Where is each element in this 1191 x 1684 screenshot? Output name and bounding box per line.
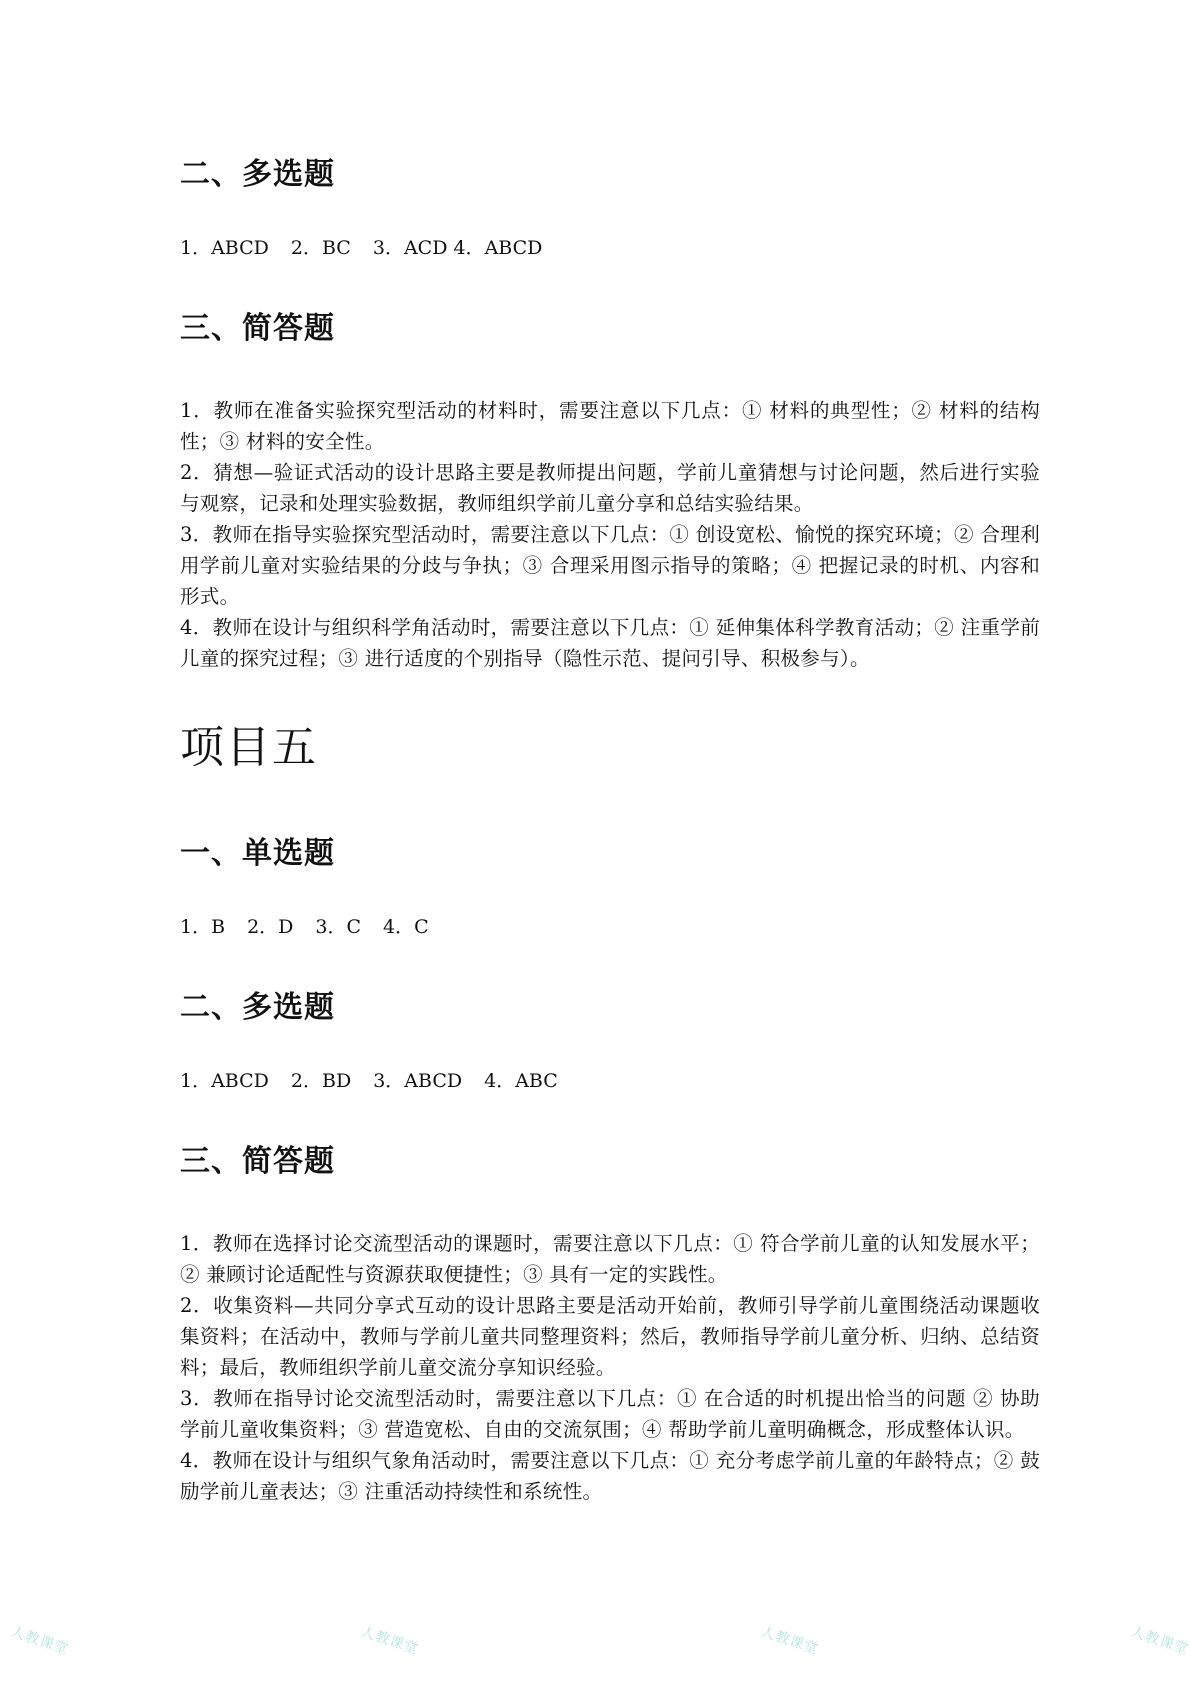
answer-item: 2．D <box>247 916 294 938</box>
short-answer-item: 1．教师在准备实验探究型活动的材料时，需要注意以下几点：① 材料的典型性；② 材料的结构性；③ 材料的安全性。 <box>180 399 1040 453</box>
answer-item: 2．BD <box>290 1070 352 1092</box>
multi-choice-answers <box>180 235 1040 261</box>
answer-item: 3．C <box>315 916 362 938</box>
answer-item: 3．ACD 4．ABCD <box>372 237 543 259</box>
short-answer-item: 1．教师在选择讨论交流型活动的课题时，需要注意以下几点：① 符合学前儿童的认知发展水平；② 兼顾讨论适配性与资源获取便捷性；③ 具有一定的实践性。 <box>180 1232 1040 1286</box>
short-answer-item: 2．猜想—验证式活动的设计思路主要是教师提出问题，学前儿童猜想与讨论问题，然后进行实验与观察，记录和处理实验数据，教师组织学前儿童分享和总结实验结果。 <box>180 461 1040 515</box>
single-choice-answers <box>180 914 1040 940</box>
section-heading-multi-choice: 二、多选题 <box>180 157 335 192</box>
project-title: 项目五 <box>180 722 318 773</box>
answer-item: 4．ABC <box>484 1070 558 1092</box>
short-answer-item: 4．教师在设计与组织科学角活动时，需要注意以下几点：① 延伸集体科学教育活动；② 注重学前儿童的探究过程；③ 进行适度的个别指导（隐性示范、提问引导、积极参与）。 <box>180 616 1040 670</box>
watermark-logo: 人教课堂 <box>1128 1624 1191 1658</box>
answer-item: 4．C <box>383 916 429 938</box>
section-heading-single-choice: 一、单选题 <box>180 836 335 871</box>
answer-item: 1．ABCD <box>180 1070 269 1092</box>
short-answer-item: 3．教师在指导实验探究型活动时，需要注意以下几点：① 创设宽松、愉悦的探究环境；② 合理利用学前儿童对实验结果的分歧与争执；③ 合理采用图示指导的策略；④ 把握记录的时机、内容和形式。 <box>180 523 1040 608</box>
answer-item: 1．B <box>180 916 226 938</box>
watermark-logo: 人教课堂 <box>758 1624 821 1658</box>
multi-choice-answers <box>180 1068 1040 1094</box>
answer-item: 2．BC <box>290 237 351 259</box>
answer-item: 1．ABCD <box>180 237 269 259</box>
watermark-logo: 人教课堂 <box>358 1624 421 1658</box>
section-heading-short-answer: 三、简答题 <box>180 311 335 346</box>
page-content <box>180 155 1040 1507</box>
watermark-logo: 人教课堂 <box>8 1624 71 1658</box>
short-answer-item: 3．教师在指导讨论交流型活动时，需要注意以下几点：① 在合适的时机提出恰当的问题 ② 协助学前儿童收集资料；③ 营造宽松、自由的交流氛围；④ 帮助学前儿童明确概念，形成整体认识。 <box>180 1387 1040 1441</box>
section-heading-short-answer: 三、简答题 <box>180 1144 335 1179</box>
short-answer-item: 2．收集资料—共同分享式互动的设计思路主要是活动开始前，教师引导学前儿童围绕活动课题收集资料；在活动中，教师与学前儿童共同整理资料；然后，教师指导学前儿童分析、归纳、总结资料；最后，教师组织学前儿童交流分享知识经验。 <box>180 1294 1040 1379</box>
answer-item: 3．ABCD <box>373 1070 463 1092</box>
short-answer-item: 4．教师在设计与组织气象角活动时，需要注意以下几点：① 充分考虑学前儿童的年龄特点；② 鼓励学前儿童表达；③ 注重活动持续性和系统性。 <box>180 1449 1040 1503</box>
section-heading-multi-choice: 二、多选题 <box>180 990 335 1025</box>
